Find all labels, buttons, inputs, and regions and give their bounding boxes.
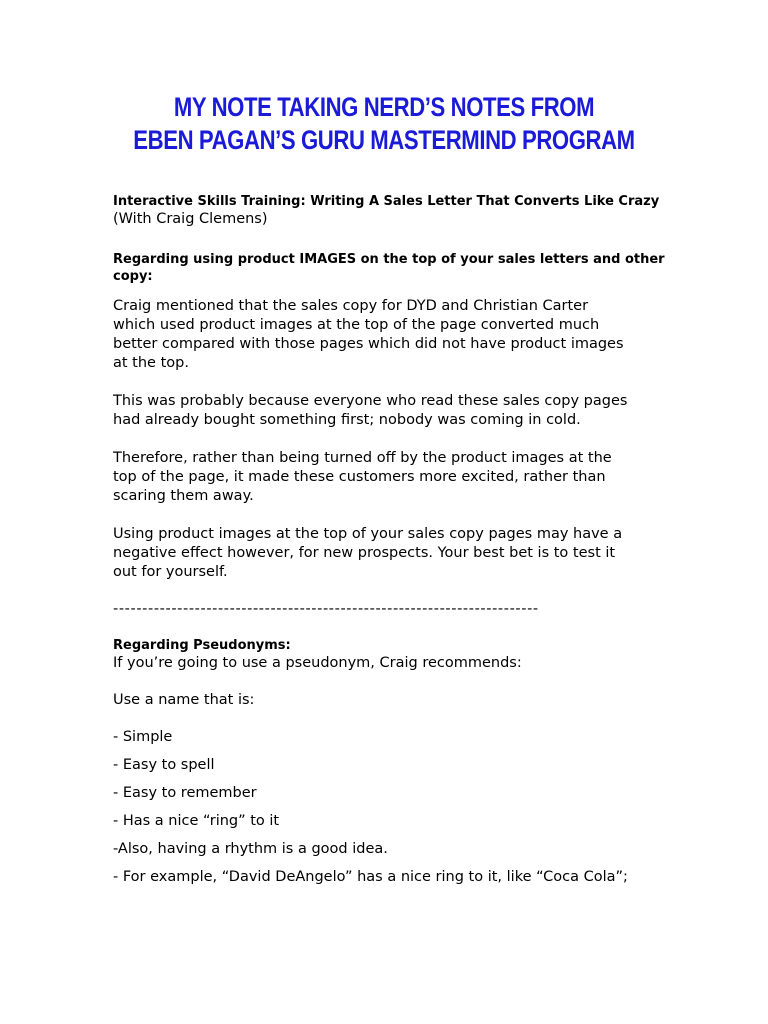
text-line: top of the page, it made these customers more excited, rather than — [113, 469, 606, 485]
text-line: out for yourself. — [113, 564, 228, 580]
text-line: had already bought something first; nobody was coming in cold. — [113, 412, 581, 428]
document-title-line-1: MY NOTE TAKING NERD’S NOTES FROM — [173, 92, 595, 122]
section-divider: ------------------------------------------------------------------------- — [113, 601, 539, 617]
text-line: better compared with those pages which did not have product images — [113, 336, 624, 352]
paragraph-images-2 — [113, 392, 673, 430]
heading-line: Regarding using product IMAGES on the top of your sales letters and other — [113, 252, 665, 267]
text-line: which used product images at the top of the page converted much — [113, 317, 600, 333]
document-title-line-2: EBEN PAGAN’S GURU MASTERMIND PROGRAM — [133, 125, 635, 155]
text-line: Therefore, rather than being turned off by the product images at the — [113, 450, 612, 466]
paragraph-images-1 — [113, 297, 673, 373]
paragraph-images-3 — [113, 449, 673, 506]
text-line: negative effect however, for new prospects. Your best bet is to test it — [113, 545, 616, 561]
list-item: - For example, “David DeAngelo” has a nice ring to it, like “Coca Cola”; — [113, 869, 628, 885]
section-heading-training: Interactive Skills Training: Writing A Sales Letter That Converts Like Crazy — [113, 194, 660, 209]
text-line: This was probably because everyone who read these sales copy pages — [113, 393, 628, 409]
paragraph-images-4 — [113, 525, 673, 582]
list-item: - Has a nice “ring” to it — [113, 813, 280, 829]
list-item: - Easy to remember — [113, 785, 257, 801]
text-line: at the top. — [113, 355, 189, 371]
pseudonyms-intro: If you’re going to use a pseudonym, Craig recommends: — [113, 655, 522, 671]
section-subheading-guest: (With Craig Clemens) — [113, 211, 268, 227]
pseudonym-criteria-list — [113, 728, 673, 887]
use-name-label: Use a name that is: — [113, 692, 255, 708]
text-line: scaring them away. — [113, 488, 254, 504]
list-item: - Easy to spell — [113, 757, 215, 773]
document-body — [113, 190, 673, 887]
section-heading-pseudonyms: Regarding Pseudonyms: — [113, 638, 291, 653]
list-item: - Simple — [113, 729, 173, 745]
section-heading-images — [113, 251, 673, 285]
heading-line: copy: — [113, 269, 153, 284]
text-line: Craig mentioned that the sales copy for DYD and Christian Carter — [113, 298, 589, 314]
list-item: -Also, having a rhythm is a good idea. — [113, 841, 388, 857]
text-line: Using product images at the top of your sales copy pages may have a — [113, 526, 623, 542]
